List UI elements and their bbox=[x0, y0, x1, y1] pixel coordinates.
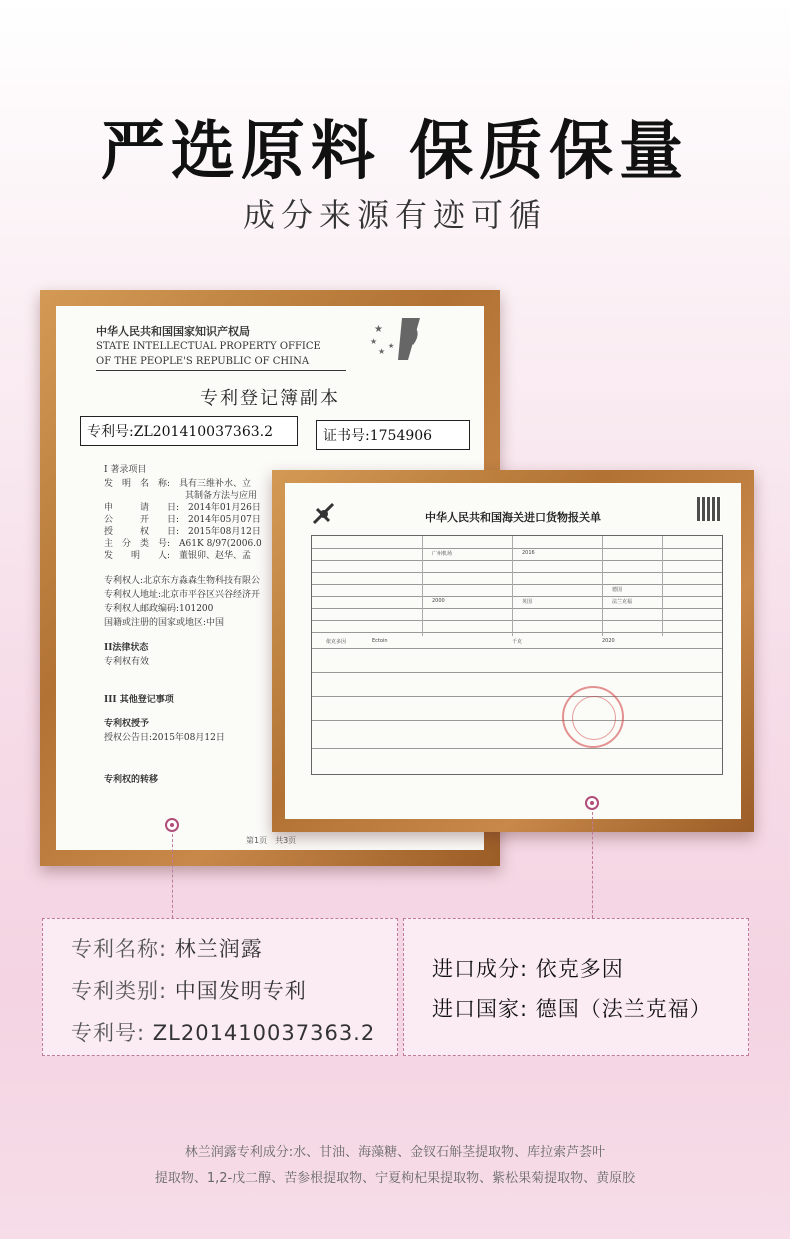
holder-row: 专利权人邮政编码:101200 bbox=[104, 604, 214, 614]
table-cell: 依克多因 bbox=[326, 639, 347, 645]
customs-doc-title: 中华人民共和国海关进口货物报关单 bbox=[425, 511, 601, 524]
connector-dot-left bbox=[165, 818, 179, 832]
patent-no-row bbox=[71, 1017, 375, 1047]
section-legal-status: II法律状态 bbox=[104, 643, 149, 653]
biblio-row: 授 权 日: 2015年08月12日 bbox=[104, 527, 261, 537]
patent-office-header bbox=[96, 324, 321, 369]
holder-row: 专利权人地址:北京市平谷区兴谷经济开 bbox=[104, 590, 261, 600]
office-name-en-2: OF THE PEOPLE'S REPUBLIC OF CHINA bbox=[96, 356, 310, 367]
grant-date: 授权公告日:2015年08月12日 bbox=[104, 733, 225, 743]
biblio-row: 公 开 日: 2014年05月07日 bbox=[104, 515, 261, 525]
page-footer: 第1页 共3页 bbox=[246, 836, 297, 845]
patent-no-value: ZL201410037363.2 bbox=[152, 1021, 376, 1045]
connector-line-right bbox=[592, 812, 593, 918]
table-cell: 2020 bbox=[602, 638, 615, 644]
holder-rows bbox=[104, 574, 260, 630]
table-cell: 2016 bbox=[522, 550, 535, 556]
transfer-title: 专利权的转移 bbox=[104, 775, 159, 785]
import-ingredient-value: 依克多因 bbox=[535, 957, 624, 981]
holder-row: 国籍或注册的国家或地区:中国 bbox=[104, 618, 225, 628]
patent-info-box bbox=[42, 918, 398, 1056]
connector-line-left bbox=[172, 834, 173, 918]
table-cell: 法兰克福 bbox=[612, 599, 633, 605]
patent-doc-title: 专利登记簿副本 bbox=[200, 388, 340, 409]
header-rule bbox=[96, 370, 346, 371]
connector-dot-right bbox=[585, 796, 599, 810]
table-cell: Ectoin bbox=[372, 638, 388, 644]
customs-declaration bbox=[285, 483, 741, 819]
patent-type-value: 中国发明专利 bbox=[174, 979, 307, 1003]
svg-text:★: ★ bbox=[374, 324, 383, 335]
patent-type-label: 专利类别: bbox=[71, 979, 168, 1003]
table-cell: 2000 bbox=[432, 598, 445, 604]
patent-type-row bbox=[71, 975, 307, 1005]
grant-title: 专利权授予 bbox=[104, 719, 150, 729]
bibliographic-rows bbox=[104, 478, 262, 562]
patent-office-logo-icon bbox=[368, 314, 428, 364]
import-country-label: 进口国家: bbox=[432, 997, 529, 1021]
ingredient-footnote-line-2: 提取物、1,2-戊二醇、苦参根提取物、宁夏枸杞果提取物、紫松果菊提取物、黄原胶 bbox=[154, 1171, 636, 1186]
patent-name-label: 专利名称: bbox=[71, 937, 168, 961]
svg-text:★: ★ bbox=[388, 342, 395, 350]
import-ingredient-label: 进口成分: bbox=[432, 957, 529, 981]
patent-no-label: 专利号: bbox=[71, 1021, 146, 1045]
table-cell: 英国 bbox=[522, 599, 533, 605]
customs-stamp-icon bbox=[562, 686, 624, 748]
section-other-items: III 其他登记事项 bbox=[104, 695, 174, 705]
import-ingredient-row bbox=[432, 953, 624, 983]
biblio-row: 申 请 日: 2014年01月26日 bbox=[104, 503, 261, 513]
subline: 成分来源有迹可循 bbox=[242, 196, 547, 234]
customs-table bbox=[311, 535, 723, 775]
biblio-row: 发 明 人: 董银卯、赵华、孟 bbox=[104, 551, 252, 561]
holder-row: 专利权人:北京东方淼森生物科技有限公 bbox=[104, 576, 261, 586]
section-bibliographic: I 著录项目 bbox=[104, 465, 147, 475]
import-country-row bbox=[432, 993, 712, 1023]
biblio-row: 主 分 类 号: A61K 8/97(2006.0 bbox=[104, 539, 262, 549]
certificate-number-box: 证书号:1754906 bbox=[316, 420, 470, 450]
svg-text:★: ★ bbox=[370, 337, 378, 346]
customs-declaration-frame bbox=[272, 470, 754, 832]
patent-name-value: 林兰润露 bbox=[174, 937, 263, 961]
office-name-cn: 中华人民共和国国家知识产权局 bbox=[96, 325, 250, 338]
biblio-row: 发 明 名 称: 具有三维补水、立 bbox=[104, 479, 252, 489]
table-cell: 德国 bbox=[612, 587, 623, 593]
legal-status-value: 专利权有效 bbox=[104, 657, 150, 667]
barcode-icon bbox=[697, 497, 721, 521]
office-name-en-1: STATE INTELLECTUAL PROPERTY OFFICE bbox=[96, 341, 321, 352]
headline: 严选原料 保质保量 bbox=[100, 115, 690, 189]
table-cell: 广州机场 bbox=[432, 551, 453, 557]
patent-number-box: 专利号:ZL201410037363.2 bbox=[80, 416, 298, 446]
import-info-box bbox=[403, 918, 749, 1056]
svg-text:★: ★ bbox=[378, 347, 386, 356]
ingredient-footnote-line-1: 林兰润露专利成分:水、甘油、海藻糖、金钗石斛茎提取物、库拉索芦荟叶 bbox=[184, 1145, 606, 1160]
patent-name-row bbox=[71, 933, 263, 963]
biblio-row: 其制备方法与应用 bbox=[104, 491, 258, 501]
table-cell: 千克 bbox=[512, 639, 523, 645]
import-country-value: 德国（法兰克福） bbox=[535, 997, 712, 1021]
